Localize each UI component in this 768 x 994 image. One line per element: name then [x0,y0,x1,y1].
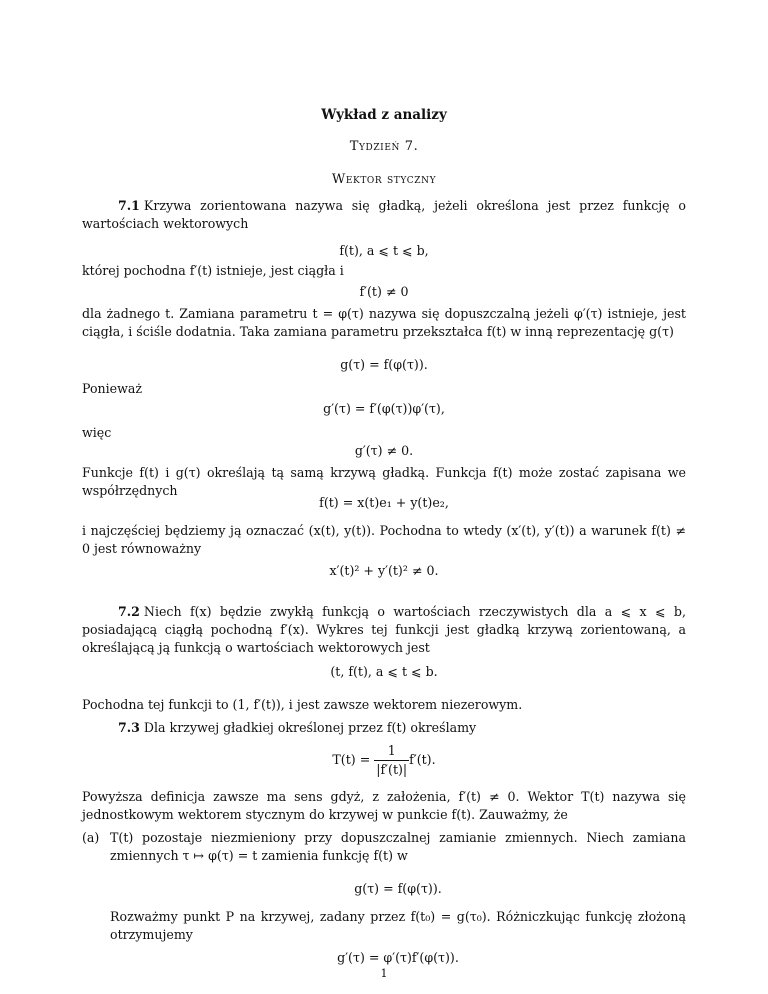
paragraph-więc: więc [82,425,112,440]
paragraph-definition: Powyższa definicja zawsze ma sens gdyż, z założenia, f′(t) ≠ 0. Wektor T(t) nazywa się jednostkowym wektorem stycznym do krzywej w punkcie f(t). Zauważmy, że [82,789,686,822]
equation-f-domain: f(t), a ⩽ t ⩽ b, [339,243,429,258]
section-title: Wektor styczny [331,172,437,187]
paragraph-parameter-change: dla żadnego t. Zamiana parametru t = φ(τ) nazywa się dopuszczalną jeżeli φ′(τ) istnieje, jest ciągła, i ściśle dodatnia. Taka zamiana parametru przekształca f(t) w inną reprezentację g(τ) [82,306,686,339]
equation-g-nonzero: g′(τ) ≠ 0. [354,443,414,458]
equation-coordinates: f(t) = x(t)e₁ + y(t)e₂, [319,495,449,510]
paragraph-derivative: której pochodna f′(t) istnieje, jest ciągła i [82,263,344,278]
equation-squared-condition: x′(t)² + y′(t)² ≠ 0. [329,563,439,578]
paragraph-coordinates: Funkcje f(t) i g(τ) określają tą samą krzywą gładką. Funkcja f(t) może zostać zapisana we współrzędnych [82,465,686,498]
paragraph-notation: i najczęściej będziemy ją oznaczać (x(t), y(t)). Pochodna to wtedy (x′(t), y′(t)) a warunek f(t) ≠ 0 jest równoważny [82,523,686,556]
paragraph-7-3: 7.3 Dla krzywej gładkiej określonej przez f(t) określamy [118,720,477,735]
item-label-a: (a) [82,830,100,845]
paragraph-7-2: 7.2 Niech f(x) będzie zwykłą funkcją o wartościach rzeczywistych dla a ⩽ x ⩽ b, posiadającą ciągłą pochodną f′(x). Wykres tej funkcji jest gładką krzywą zorientowaną, a określającą ją funkcją o wartościach wektorowych jest [82,604,686,655]
equation-graph-function: (t, f(t), a ⩽ t ⩽ b. [330,664,438,679]
week-label: Tydzień 7. [349,139,419,154]
document-title: Wykład z analizy [321,107,447,123]
section-number: 7.1 [118,198,140,213]
fraction: $\frac{1}{|f'(t)|}$ [376,743,408,777]
equation-g-derivative: g′(τ) = f′(φ(τ))φ′(τ), [323,401,445,416]
page-number: 1 [380,967,388,980]
equation-unit-tangent: T(t) = $\frac{1}{|f'(t)|}$ f′(t). [332,743,436,777]
equation-nonzero-derivative: f′(t) ≠ 0 [359,284,409,299]
item-a-text: T(t) pozostaje niezmieniony przy dopuszczalnej zamianie zmiennych. Niech zamiana zmiennych τ ↦ φ(τ) = t zamienia funkcję f(t) w [110,830,686,863]
paragraph-graph-derivative: Pochodna tej funkcji to (1, f′(t)), i jest zawsze wektorem niezerowym. [82,697,523,712]
section-number: 7.2 [118,604,140,619]
equation-g-def-repeat: g(τ) = f(φ(τ)). [354,881,442,896]
equation-g-def: g(τ) = f(φ(τ)). [340,357,428,372]
equation-chain-rule: g′(τ) = φ′(τ)f′(φ(τ)). [337,950,459,965]
paragraph-ponieważ: Ponieważ [82,381,143,396]
item-a-text-2: Rozważmy punkt P na krzywej, zadany przez f(t₀) = g(τ₀). Różniczkując funkcję złożoną otrzymujemy [110,909,686,942]
paragraph-7-1-intro: 7.1 Krzywa zorientowana nazywa się gładką, jeżeli określona jest przez funkcję o wartościach wektorowych [82,198,686,231]
section-number: 7.3 [118,720,140,735]
